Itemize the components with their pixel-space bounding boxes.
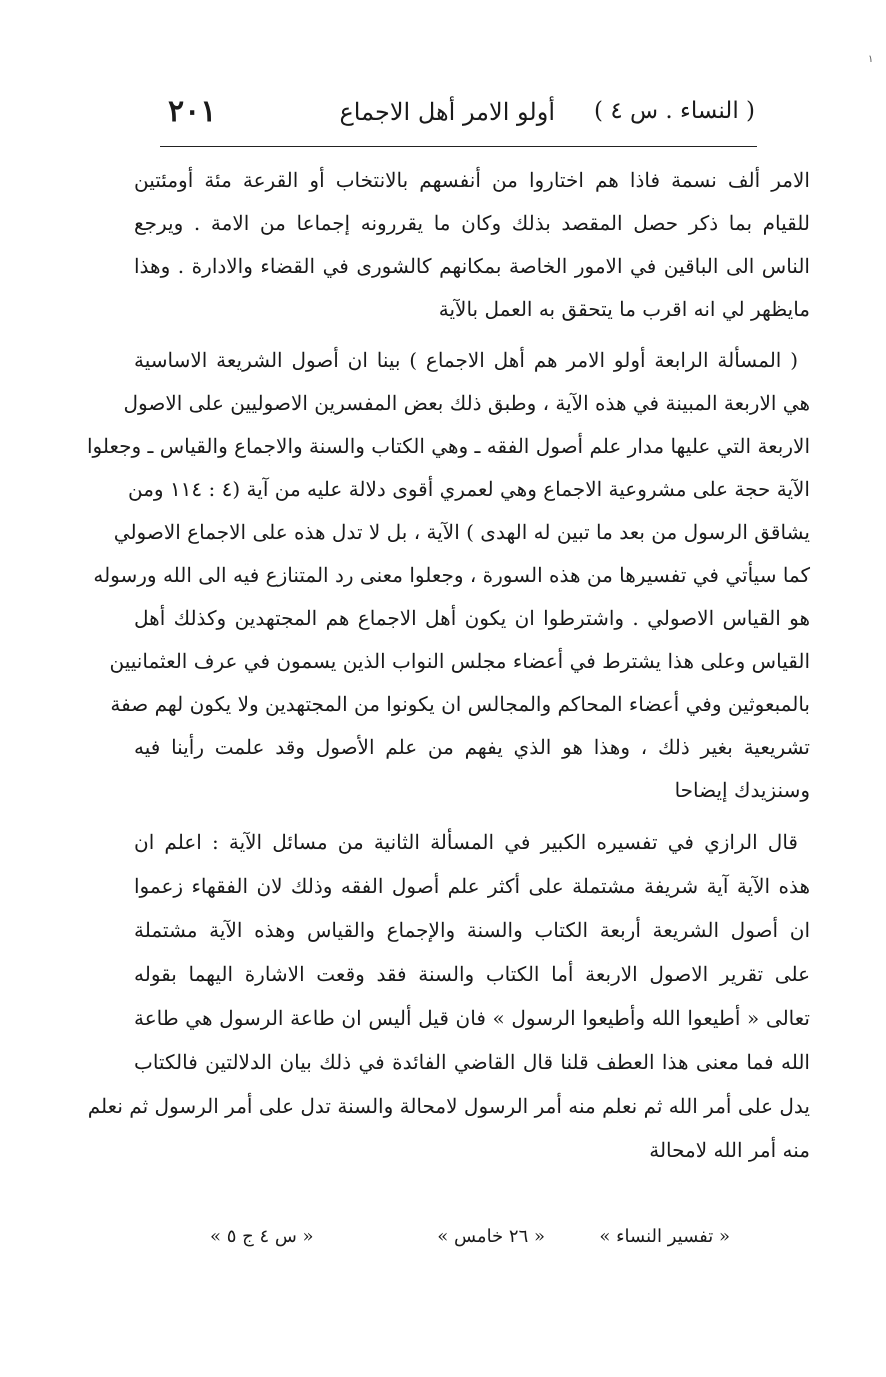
text-line: تعالى « أطيعوا الله وأطيعوا الرسول » فان قيل أليس ان طاعة الرسول هي طاعة	[134, 1006, 810, 1030]
text-line-indented: ( المسألة الرابعة أولو الامر هم أهل الاجماع ) بينا ان أصول الشريعة الاساسية	[134, 348, 798, 372]
footer-signature: « س ٤ ج ٥ »	[210, 1226, 314, 1247]
text-line: للقيام بما ذكر حصل المقصد بذلك وكان ما يقررونه إجماعا من الامة . ويرجع	[134, 211, 810, 235]
text-line-indented: قال الرازي في تفسيره الكبير في المسألة الثانية من مسائل الآية : اعلم ان	[134, 830, 798, 854]
text-line: ان أصول الشريعة أربعة الكتاب والسنة والإجماع والقياس وهذه الآية مشتملة	[134, 918, 810, 942]
text-line: الاربعة التي عليها مدار علم أصول الفقه ـ وهي الكتاب والسنة والاجماع والقياس ـ وجعلوا	[87, 434, 810, 458]
text-line: الامر ألف نسمة فاذا هم اختاروا من أنفسهم بالانتخاب أو القرعة مئة أومئتين	[134, 168, 810, 192]
text-line: مايظهر لي انه اقرب ما يتحقق به العمل بالآية	[438, 297, 810, 321]
text-line: على تقرير الاصول الاربعة أما الكتاب والسنة فقد وقعت الاشارة اليهما بقوله	[134, 962, 810, 986]
text-line: هي الاربعة المبينة في هذه الآية ، وطبق ذلك بعض المفسرين الاصوليين على الاصول	[123, 391, 810, 415]
text-line: يدل على أمر الله ثم نعلم منه أمر الرسول لامحالة والسنة تدل على أمر الرسول ثم نعلم	[87, 1094, 810, 1118]
text-line: منه أمر الله لامحالة	[649, 1138, 810, 1162]
text-line: الله فما معنى هذا العطف قلنا قال القاضي الفائدة في ذلك بيان الدلالتين فالكتاب	[134, 1050, 810, 1074]
page-number: ٢٠١	[168, 94, 217, 129]
header-section-title: أولو الامر أهل الاجماع	[339, 98, 555, 126]
header-surah-reference: ( النساء . س ٤ )	[594, 98, 755, 124]
text-line: هذه الآية آية شريفة مشتملة على أكثر علم أصول الفقه وذلك لان الفقهاء زعموا	[134, 874, 810, 898]
footer-book-title: « تفسير النساء »	[599, 1226, 730, 1247]
text-line: الناس الى الباقين في الامور الخاصة بمكانهم كالشورى في القضاء والادارة . وهذا	[134, 254, 810, 278]
text-line: يشاقق الرسول من بعد ما تبين له الهدى ) الآية ، بل لا تدل هذه على الاجماع الاصولي	[113, 520, 810, 544]
text-line: كما سيأتي في تفسيرها من هذه السورة ، وجعلوا معنى رد المتنازع فيه الى الله ورسوله	[93, 563, 810, 587]
footer	[210, 1226, 730, 1256]
text-line: بالمبعوثين وفي أعضاء المحاكم والمجالس ان يكونوا من المجتهدين ولا يكون لهم صفة	[110, 692, 810, 716]
text-line: وسنزيدك إيضاحا	[674, 778, 810, 802]
text-line: تشريعية بغير ذلك ، وهذا هو الذي يفهم من علم الأصول وقد علمت رأينا فيه	[134, 735, 810, 759]
header-rule	[160, 146, 757, 147]
text-line: القياس وعلى هذا يشترط في أعضاء مجلس النواب الذين يسمون في عرف العثمانيين	[109, 649, 810, 673]
running-header	[160, 94, 755, 144]
text-line: هو القياس الاصولي . واشترطوا ان يكون أهل الاجماع هم المجتهدين وكذلك أهل	[134, 606, 810, 630]
corner-mark: ١	[868, 54, 874, 65]
text-line: الآية حجة على مشروعية الاجماع وهي لعمري أقوى دلالة عليه من آية (٤ : ١١٤ ومن	[127, 477, 810, 501]
footer-fascicle: « ٢٦ خامس »	[437, 1226, 545, 1247]
